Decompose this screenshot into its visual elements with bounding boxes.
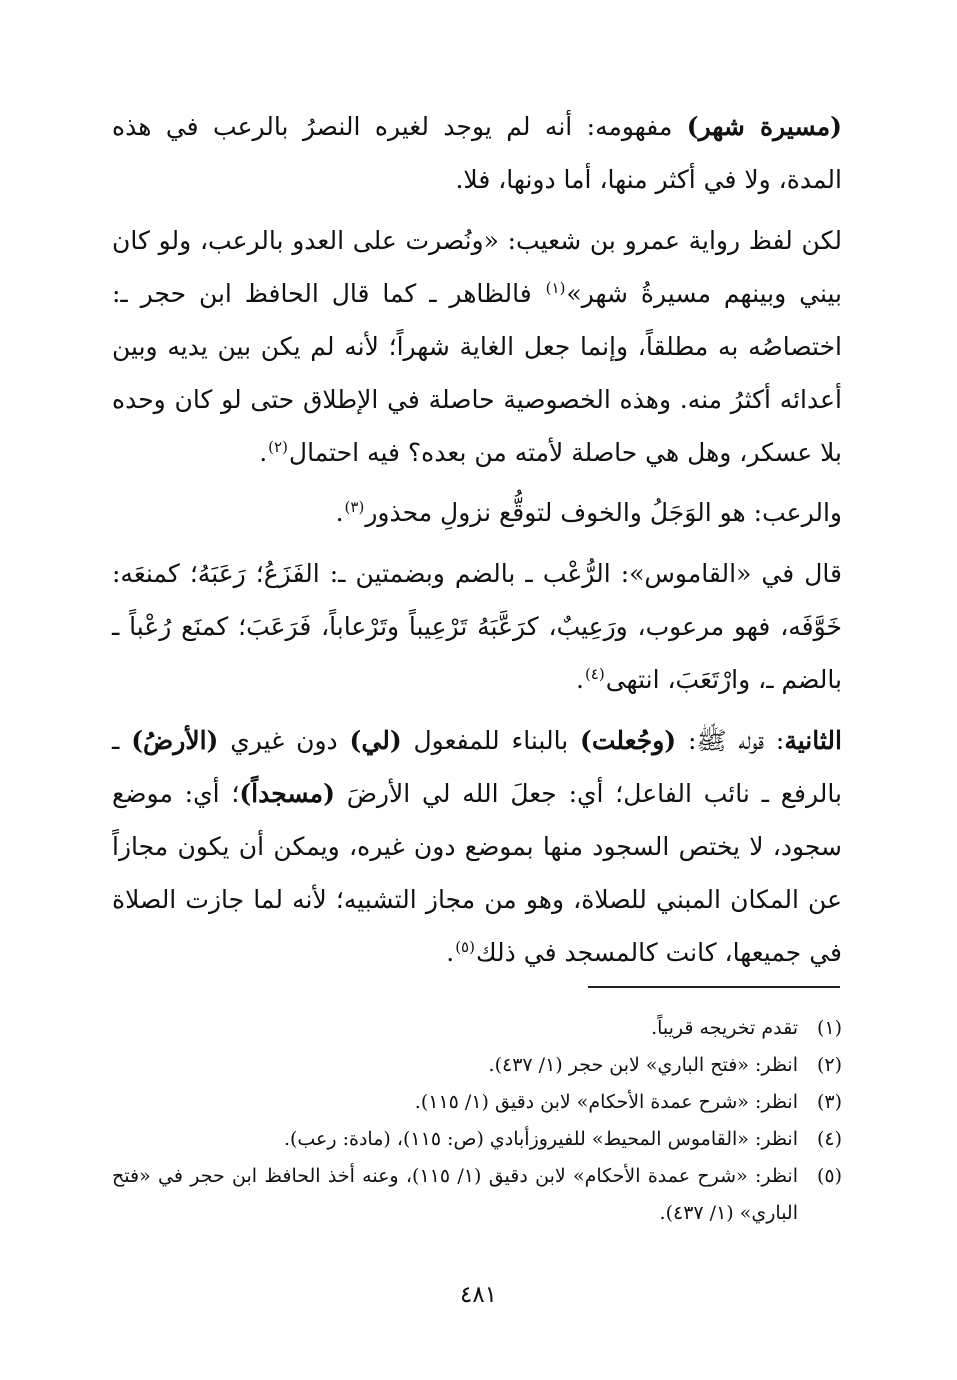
paragraph-masirat-shahr (112, 100, 842, 206)
footnote-ref-5[interactable]: (٥) (455, 937, 475, 956)
footnote-text: انظر: «فتح الباري» لابن حجر (١/ ٤٣٧). (488, 1054, 798, 1076)
footnote-3 (112, 1084, 842, 1121)
bold-lead: (مسيرة شهر) (686, 112, 842, 141)
bold-term: (الأرضُ) (131, 726, 219, 755)
footnote-number: (٥) (816, 1165, 842, 1187)
paragraph-qamus (112, 547, 842, 706)
footnote-text: انظر: «شرح عمدة الأحكام» لابن دقيق (١/ ١١٥). (414, 1091, 798, 1113)
paragraph-text: دون غيري (218, 726, 350, 755)
bold-term: الثانية (784, 726, 842, 755)
footnote-divider (588, 986, 840, 988)
footnote-text: تقدم تخريجه قريباً. (651, 1017, 798, 1039)
footnote-number: (١) (816, 1017, 842, 1039)
paragraph-text: فالظاهر ـ كما قال الحافظ ابن حجر ـ: اختصاصُه به مطلقاً، وإنما جعل الغاية شهراً؛ لأنه لم يكن بين يديه وبين أعدائه أكثرُ منه. وهذه الخصوصية حاصلة في الإطلاق حتى لو كان وحده بلا عسكر، وهل هي حاصلة لأمته من بعده؟ فيه احتمال (112, 279, 842, 467)
paragraph-text: : قوله ﷺ: (676, 726, 785, 755)
bold-term: (وجُعلت) (580, 726, 677, 755)
footnote-text: انظر: «شرح عمدة الأحكام» لابن دقيق (١/ ١١٥)، وعنه أخذ الحافظ ابن حجر في «فتح الباري» (١/ ٤٣٧). (112, 1165, 798, 1224)
paragraph-text: ؛ أي: موضع سجود، لا يختص السجود منها بموضع دون غيره، ويمكن أن يكون مجازاً عن المكان المبني للصلاة، وهو من مجاز التشبيه؛ لأنه لما جازت الصلاة في جميعها، كانت كالمسجد في ذلك (112, 779, 842, 967)
footnotes-section (112, 1010, 842, 1232)
paragraph-text: . (259, 438, 268, 467)
footnote-number: (٣) (816, 1091, 842, 1113)
paragraph-second-point (112, 714, 842, 979)
footnote-1 (112, 1010, 842, 1047)
footnote-number: (٢) (816, 1054, 842, 1076)
footnote-5 (112, 1158, 842, 1232)
paragraph-text: قال في «القاموس»: الرُّعْب ـ بالضم وبضمتين ـ: الفَزَعُ؛ رَعَبَهُ؛ كمنعَه: خَوَّفَه، فهو مرعوب، ورَعِيبٌ، كرَعَّبَهُ تَرْعِيباً وتَرْعاباً، فَرَعَبَ؛ كمنَع رُعْباً ـ بالضم ـ، وارْتَعَبَ، انتهى (112, 559, 842, 694)
bold-term: (لي) (349, 726, 402, 755)
paragraph-text: ـ بالرفع ـ نائب الفاعل؛ أي: جعلَ الله لي الأرضَ (112, 726, 842, 808)
paragraph-text: مفهومه: أنه لم يوجد لغيره النصرُ بالرعب في هذه المدة، ولا في أكثر منها، أما دونها، فلا. (112, 112, 842, 194)
paragraph-text: لكن لفظ رواية عمرو بن شعيب: «ونُصرت على العدو بالرعب، ولو كان بيني وبينهم مسيرةُ شهر» (112, 226, 842, 308)
footnote-2 (112, 1047, 842, 1084)
page-number: ٤٨١ (459, 1282, 498, 1308)
footnote-ref-3[interactable]: (٣) (344, 497, 365, 516)
paragraph-text: . (575, 665, 584, 694)
paragraph-ruab-definition (112, 486, 842, 539)
footnote-text: انظر: «القاموس المحيط» للفيروزأبادي (ص: ١١٥)، (مادة: رعب). (283, 1128, 798, 1150)
footnote-ref-2[interactable]: (٢) (268, 437, 288, 456)
footnote-ref-1[interactable]: (١) (545, 278, 566, 297)
paragraph-text: والرعب: هو الوَجَلُ والخوف لتوقُّع نزولِ محذور (365, 498, 842, 527)
bold-term: (مسجداً) (239, 779, 335, 808)
footnote-4 (112, 1121, 842, 1158)
paragraph-text: بالبناء للمفعول (401, 726, 581, 755)
footnote-number: (٤) (816, 1128, 842, 1150)
paragraph-text: . (335, 498, 344, 527)
paragraph-amr-narration (112, 214, 842, 479)
footnote-ref-4[interactable]: (٤) (584, 664, 605, 683)
paragraph-text: . (446, 938, 455, 967)
